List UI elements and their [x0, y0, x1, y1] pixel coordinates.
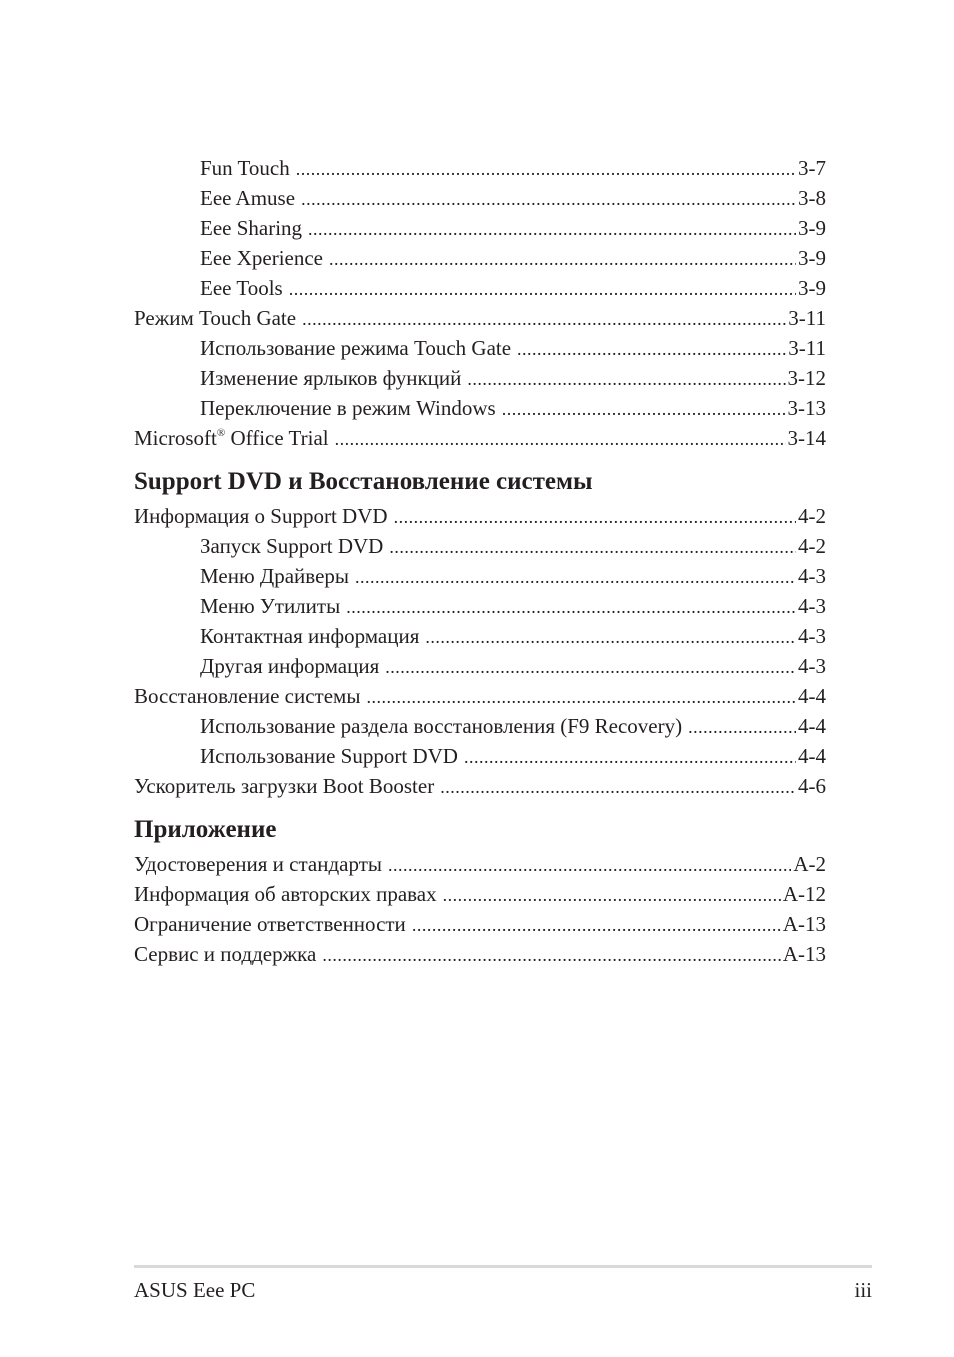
- toc-entry-page: 4-4: [798, 684, 826, 708]
- dot-leader: [366, 682, 796, 712]
- dot-leader: [464, 742, 796, 772]
- toc-entry-microsoft-office-trial[interactable]: [134, 423, 826, 453]
- toc-entry-title: Fun Touch: [200, 156, 290, 180]
- toc-entry[interactable]: [134, 501, 826, 531]
- toc-entry-page: 3-9: [798, 216, 826, 240]
- dot-leader: [443, 880, 781, 910]
- section-heading-support-dvd: Support DVD и Восстановление системы: [134, 468, 593, 495]
- toc-entry-title: Информация об авторских правах: [134, 882, 437, 906]
- toc-entry-page: 3-9: [798, 276, 826, 300]
- toc-entry[interactable]: [134, 651, 826, 681]
- toc-entry-title: Сервис и поддержка: [134, 942, 317, 966]
- toc-entry[interactable]: [134, 849, 826, 879]
- toc-entry-title: Запуск Support DVD: [200, 534, 384, 558]
- toc-entry-page: A-2: [793, 852, 826, 876]
- toc-entry-title: Eee Xperience: [200, 246, 323, 270]
- toc-entry[interactable]: [134, 591, 826, 621]
- toc-entry-title: Eee Tools: [200, 276, 283, 300]
- toc-entry-title: Изменение ярлыков функций: [200, 366, 462, 390]
- dot-leader: [346, 592, 796, 622]
- dot-leader: [389, 532, 796, 562]
- dot-leader: [412, 910, 781, 940]
- toc-entry-title: Режим Touch Gate: [134, 306, 297, 330]
- toc-entry-page: A-13: [782, 912, 826, 936]
- dot-leader: [322, 940, 780, 970]
- toc-entry-page: 4-3: [798, 654, 826, 678]
- toc-group-appendix: [134, 849, 826, 969]
- toc-entry-page: 4-3: [798, 624, 826, 648]
- dot-leader: [440, 772, 796, 802]
- toc-entry-page: 3-8: [798, 186, 826, 210]
- toc-entry-title: Microsoft® Office Trial: [134, 426, 329, 450]
- footer-product-name: ASUS Eee PC: [134, 1278, 256, 1302]
- dot-leader: [425, 622, 796, 652]
- section-heading-appendix: Приложение: [134, 816, 277, 843]
- toc-entry[interactable]: [134, 909, 826, 939]
- dot-leader: [329, 244, 796, 274]
- toc-entry-page: 3-9: [798, 246, 826, 270]
- dot-leader: [335, 424, 786, 454]
- toc-entry-title: Другая информация: [200, 654, 380, 678]
- dot-leader: [301, 184, 796, 214]
- dot-leader: [394, 502, 796, 532]
- dot-leader: [502, 394, 786, 424]
- dot-leader: [385, 652, 796, 682]
- toc-entry[interactable]: [134, 333, 826, 363]
- toc-entry-title: Ограничение ответственности: [134, 912, 406, 936]
- toc-entry[interactable]: [134, 153, 826, 183]
- toc-entry-page: 4-4: [798, 714, 826, 738]
- toc-entry-page: 3-14: [787, 426, 826, 450]
- toc-entry[interactable]: [134, 213, 826, 243]
- toc-entry-title: Удостоверения и стандарты: [134, 852, 382, 876]
- toc-entry-page: 4-2: [798, 504, 826, 528]
- dot-leader: [296, 154, 796, 184]
- toc-entry[interactable]: [134, 771, 826, 801]
- toc-entry[interactable]: [134, 273, 826, 303]
- toc-entry-page: 4-6: [798, 774, 826, 798]
- dot-leader: [308, 214, 796, 244]
- dot-leader: [388, 850, 791, 880]
- toc-entry[interactable]: [134, 681, 826, 711]
- toc-entry-page: 3-13: [787, 396, 826, 420]
- toc-entry[interactable]: [134, 531, 826, 561]
- toc-entry[interactable]: [134, 243, 826, 273]
- toc-entry-page: 4-3: [798, 594, 826, 618]
- toc-entry-title: Информация о Support DVD: [134, 504, 388, 528]
- toc-group-support-dvd: [134, 501, 826, 801]
- toc-entry[interactable]: [134, 363, 826, 393]
- footer-divider: [134, 1265, 872, 1268]
- toc-entry-page: 4-4: [798, 744, 826, 768]
- toc-entry-title: Использование режима Touch Gate: [200, 336, 512, 360]
- toc-entry-title: Использование Support DVD: [200, 744, 458, 768]
- toc-entry-title: Меню Драйверы: [200, 564, 349, 588]
- toc-entry-page: 3-7: [798, 156, 826, 180]
- toc-entry[interactable]: [134, 879, 826, 909]
- toc-entry-page: A-13: [782, 942, 826, 966]
- toc-entry[interactable]: [134, 741, 826, 771]
- toc-entry-title: Восстановление системы: [134, 684, 361, 708]
- toc-entry-page: 4-3: [798, 564, 826, 588]
- toc-entry-title: Контактная информация: [200, 624, 420, 648]
- table-of-contents: [134, 153, 826, 969]
- registered-trademark-mark: ®: [216, 427, 226, 439]
- dot-leader: [355, 562, 796, 592]
- toc-entry[interactable]: [134, 561, 826, 591]
- toc-entry[interactable]: [134, 621, 826, 651]
- toc-entry[interactable]: [134, 183, 826, 213]
- toc-entry[interactable]: [134, 939, 826, 969]
- toc-entry-title: Eee Sharing: [200, 216, 303, 240]
- toc-entry-title: Переключение в режим Windows: [200, 396, 496, 420]
- toc-entry-title: Ускоритель загрузки Boot Booster: [134, 774, 435, 798]
- toc-entry[interactable]: [134, 711, 826, 741]
- toc-entry-title: Eee Amuse: [200, 186, 296, 210]
- toc-entry-page: A-12: [782, 882, 826, 906]
- dot-leader: [517, 334, 786, 364]
- toc-entry[interactable]: [134, 303, 826, 333]
- dot-leader: [302, 304, 786, 334]
- dot-leader: [688, 712, 796, 742]
- toc-entry-page: 4-2: [798, 534, 826, 558]
- footer-page-number: iii: [854, 1278, 872, 1302]
- dot-leader: [467, 364, 785, 394]
- toc-group-chapter3: [134, 153, 826, 423]
- toc-entry-title: Меню Утилиты: [200, 594, 341, 618]
- toc-entry-page: 3-12: [787, 366, 826, 390]
- toc-entry-title: Использование раздела восстановления (F9 Recovery): [200, 714, 683, 738]
- toc-entry[interactable]: [134, 393, 826, 423]
- dot-leader: [289, 274, 796, 304]
- toc-entry-page: 3-11: [788, 336, 826, 360]
- toc-entry-page: 3-11: [788, 306, 826, 330]
